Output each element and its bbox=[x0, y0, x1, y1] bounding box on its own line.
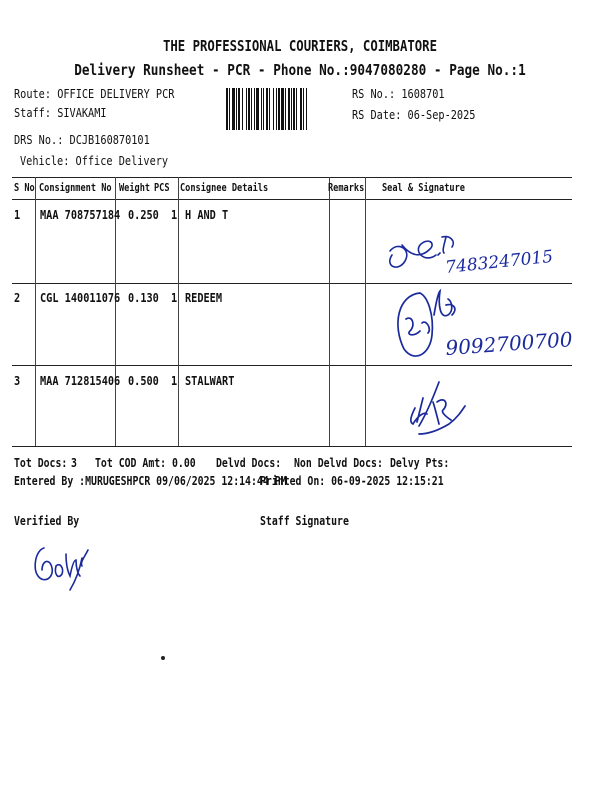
row1-signature bbox=[380, 215, 580, 285]
verified-by-label: Verified By bbox=[14, 514, 80, 528]
barcode-bar bbox=[266, 88, 268, 130]
row3-pcs: 1 bbox=[171, 373, 178, 388]
row1-sno: 1 bbox=[14, 207, 21, 222]
tot-cod-value: 0.00 bbox=[172, 456, 196, 470]
delvd-docs-label: Delvd Docs: bbox=[216, 456, 282, 470]
barcode-bar bbox=[256, 88, 259, 130]
barcode-bar bbox=[291, 88, 292, 130]
barcode-bar bbox=[236, 88, 237, 130]
staff-signature-label: Staff Signature bbox=[260, 514, 349, 528]
column-divider bbox=[329, 177, 330, 446]
row1-consignment: MAA 708757184 bbox=[40, 207, 121, 222]
header-seal-signature: Seal & Signature bbox=[382, 182, 465, 194]
delvy-pts-label: Delvy Pts: bbox=[390, 456, 450, 470]
barcode-bar bbox=[261, 88, 262, 130]
row2-signature bbox=[392, 285, 582, 365]
row2-sno: 2 bbox=[14, 290, 21, 305]
barcode-bar bbox=[285, 88, 286, 130]
printed-on: Printed On: 06-09-2025 12:15:21 bbox=[260, 474, 444, 488]
table-header-border bbox=[12, 199, 572, 200]
ink-dot bbox=[161, 656, 165, 660]
row2-signature-phone: 9092700700 bbox=[444, 327, 574, 360]
verified-by-signature bbox=[30, 540, 100, 596]
barcode-bar bbox=[273, 88, 274, 130]
barcode-bar bbox=[226, 88, 228, 130]
barcode-bar bbox=[242, 88, 243, 130]
entered-by: Entered By :MURUGESHPCR 09/06/2025 12:14:44 PM bbox=[14, 474, 287, 488]
barcode-bar bbox=[306, 88, 307, 130]
barcode-bar bbox=[278, 88, 280, 130]
header-consignment: Consignment No bbox=[39, 182, 112, 194]
barcode-bar bbox=[246, 88, 247, 130]
row2-consignee: REDEEM bbox=[185, 290, 223, 305]
header-weight: Weight bbox=[119, 182, 151, 194]
barcode-bar bbox=[288, 88, 290, 130]
column-divider bbox=[178, 177, 179, 446]
barcode-bar bbox=[251, 88, 252, 130]
barcode-bar bbox=[263, 88, 264, 130]
barcode-bar bbox=[293, 88, 295, 130]
barcode-bar bbox=[276, 88, 277, 130]
row-divider bbox=[12, 365, 572, 366]
row3-sno: 3 bbox=[14, 373, 21, 388]
tot-docs-value: 3 bbox=[71, 456, 77, 470]
barcode-bar bbox=[248, 88, 250, 130]
runsheet-subtitle: Delivery Runsheet - PCR - Phone No.:9047080280 - Page No.:1 bbox=[74, 61, 526, 79]
barcode-bar bbox=[281, 88, 284, 130]
row1-pcs: 1 bbox=[171, 207, 178, 222]
tot-docs-label: Tot Docs: bbox=[14, 456, 68, 470]
barcode-bar bbox=[303, 88, 304, 130]
table-bottom-border bbox=[12, 446, 572, 447]
barcode-bar bbox=[229, 88, 230, 130]
barcode-bar bbox=[300, 88, 302, 130]
barcode-bar bbox=[296, 88, 297, 130]
barcode-bar bbox=[269, 88, 270, 130]
vehicle-label: Vehicle: Office Delivery bbox=[20, 153, 169, 168]
row3-consignee: STALWART bbox=[185, 373, 235, 388]
header-consignee: Consignee Details bbox=[180, 182, 269, 194]
barcode bbox=[226, 88, 348, 130]
row3-signature bbox=[405, 378, 475, 450]
rs-number: RS No.: 1608701 bbox=[352, 86, 445, 101]
route-label: Route: OFFICE DELIVERY PCR bbox=[14, 86, 175, 101]
row1-consignee: H AND T bbox=[185, 207, 229, 222]
barcode-bar bbox=[254, 88, 255, 130]
company-title: THE PROFESSIONAL COURIERS, COIMBATORE bbox=[162, 37, 437, 55]
header-remarks: Remarks bbox=[328, 182, 365, 194]
header-pcs: PCS bbox=[154, 182, 170, 194]
header-sno: S No bbox=[14, 182, 35, 194]
tot-cod-label: Tot COD Amt: bbox=[95, 456, 167, 470]
row3-weight: 0.500 bbox=[128, 373, 159, 388]
staff-label: Staff: SIVAKAMI bbox=[14, 105, 107, 120]
row2-pcs: 1 bbox=[171, 290, 178, 305]
row2-weight: 0.130 bbox=[128, 290, 159, 305]
row2-consignment: CGL 140011076 bbox=[40, 290, 121, 305]
barcode-bar bbox=[232, 88, 235, 130]
table-top-border bbox=[12, 177, 572, 178]
non-delvd-docs-label: Non Delvd Docs: bbox=[294, 456, 383, 470]
column-divider bbox=[365, 177, 366, 446]
row3-consignment: MAA 712815406 bbox=[40, 373, 121, 388]
drs-number: DRS No.: DCJB160870101 bbox=[14, 132, 150, 147]
row1-weight: 0.250 bbox=[128, 207, 159, 222]
column-divider bbox=[35, 177, 36, 446]
barcode-bar bbox=[238, 88, 240, 130]
rs-date: RS Date: 06-Sep-2025 bbox=[352, 107, 476, 122]
row1-signature-phone: 7483247015 bbox=[444, 246, 555, 278]
